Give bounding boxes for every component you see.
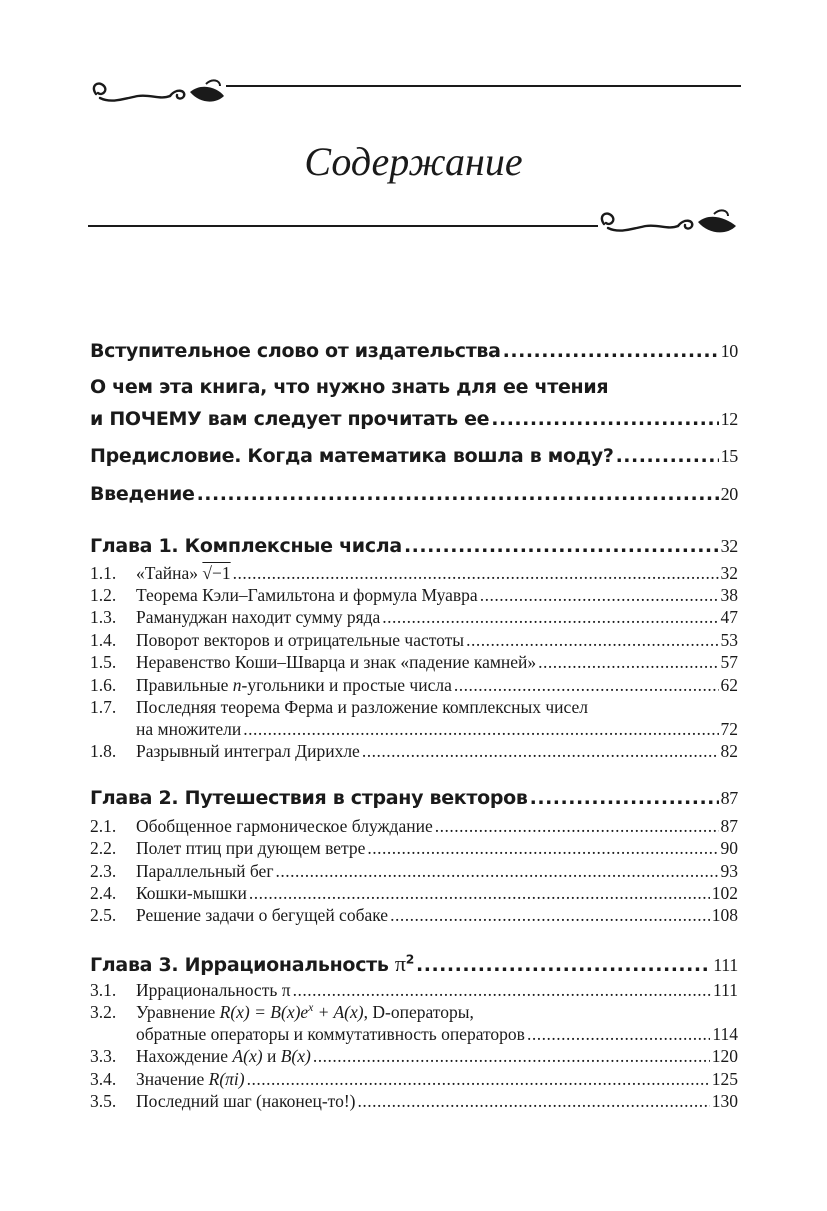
dot-leader <box>197 483 719 505</box>
toc-section-2-2[interactable] <box>90 838 738 859</box>
page-number: 57 <box>720 652 738 672</box>
section-number: 1.1. <box>90 563 117 583</box>
dot-leader <box>454 675 719 696</box>
section-label: Кошки-мышки <box>136 883 247 903</box>
page-number: 130 <box>711 1091 738 1111</box>
dot-leader <box>390 905 710 926</box>
page-number: 114 <box>712 1024 738 1044</box>
toc-section-2-3[interactable] <box>90 861 738 882</box>
entry-label: и ПОЧЕМУ вам следует прочитать ее <box>90 408 490 430</box>
chapter-title: Глава 1. Комплексные числа <box>90 535 402 557</box>
section-label: на множители <box>136 719 242 739</box>
page-number: 82 <box>720 741 738 761</box>
dot-leader <box>491 408 718 430</box>
section-number: 1.5. <box>90 652 117 672</box>
toc-section-1-1[interactable] <box>90 563 738 584</box>
section-number: 3.5. <box>90 1091 117 1111</box>
pi-symbol: π <box>394 951 406 976</box>
toc-entry-about-book[interactable] <box>90 408 738 430</box>
toc-section-1-8[interactable] <box>90 741 738 762</box>
page-number: 108 <box>711 905 738 925</box>
page-title: Содержание <box>304 139 523 184</box>
section-number: 3.1. <box>90 980 117 1000</box>
dot-leader <box>247 1069 710 1090</box>
dot-leader <box>466 630 718 651</box>
section-label: Обобщенное гармоническое блуждание <box>136 816 433 836</box>
page-number: 111 <box>713 980 738 1000</box>
page-number: 120 <box>711 1046 738 1066</box>
page-number: 93 <box>720 861 738 881</box>
dot-leader <box>362 741 719 762</box>
dot-leader <box>416 954 711 976</box>
page-number: 47 <box>720 607 738 627</box>
section-number: 1.2. <box>90 585 117 605</box>
dot-leader <box>249 883 710 904</box>
section-number: 1.3. <box>90 607 117 627</box>
section-label: Значение R(πi) <box>136 1069 245 1089</box>
toc-section-3-5[interactable] <box>90 1091 738 1112</box>
entry-label: О чем эта книга, что нужно знать для ее чтения <box>90 376 609 398</box>
bottom-ornament <box>88 206 740 242</box>
entry-label: Введение <box>90 483 195 505</box>
toc-section-3-3[interactable] <box>90 1046 738 1067</box>
entry-label: Предисловие. Когда математика вошла в моду? <box>90 445 614 467</box>
section-number: 2.5. <box>90 905 117 925</box>
section-label: Нахождение A(x) и B(x) <box>136 1046 311 1066</box>
top-ornament <box>86 74 741 110</box>
section-number: 2.3. <box>90 861 117 881</box>
section-label: Иррациональность π <box>136 980 291 1000</box>
toc-chapter-3[interactable] <box>90 951 738 977</box>
toc-entry-introduction[interactable] <box>90 483 738 505</box>
toc-chapter-2[interactable] <box>90 787 738 809</box>
dot-leader <box>480 585 719 606</box>
section-number: 3.4. <box>90 1069 117 1089</box>
toc-section-1-3[interactable] <box>90 607 738 628</box>
toc-entry-preface[interactable] <box>90 445 738 467</box>
entry-label: Вступительное слово от издательства <box>90 340 501 362</box>
dot-leader <box>358 1091 710 1112</box>
page-number: 53 <box>720 630 738 650</box>
section-number: 1.4. <box>90 630 117 650</box>
toc-section-1-6[interactable] <box>90 675 738 696</box>
section-label: «Тайна» √−1 <box>136 563 231 583</box>
toc-section-3-4[interactable] <box>90 1069 738 1090</box>
page-number: 38 <box>720 585 738 605</box>
section-number: 3.2. <box>90 1002 117 1022</box>
page-number: 87 <box>720 788 738 808</box>
toc-section-1-7[interactable] <box>90 719 738 740</box>
section-label: Правильные n-угольники и простые числа <box>136 675 452 695</box>
section-label: Неравенство Коши–Шварца и знак «падение камней» <box>136 652 537 672</box>
section-number: 1.6. <box>90 675 117 695</box>
page-number: 111 <box>713 955 738 975</box>
dot-leader <box>243 719 718 740</box>
dot-leader <box>276 861 719 882</box>
chapter-title: Глава 3. Иррациональность $\pi^2$ <box>90 951 415 976</box>
dot-leader <box>233 563 719 584</box>
toc-section-1-5[interactable] <box>90 652 738 673</box>
section-label: Разрывный интеграл Дирихле <box>136 741 360 761</box>
section-label: Теорема Кэли–Гамильтона и формула Муавра <box>136 585 478 605</box>
section-number: 1.8. <box>90 741 117 761</box>
chapter-title: Глава 2. Путешествия в страну векторов <box>90 787 528 809</box>
dot-leader <box>382 607 718 628</box>
section-label: Поворот векторов и отрицательные частоты <box>136 630 465 650</box>
section-number: 3.3. <box>90 1046 117 1066</box>
toc-entry-publisher-foreword[interactable] <box>90 340 738 362</box>
section-number: 2.2. <box>90 838 117 858</box>
toc-section-1-2[interactable] <box>90 585 738 606</box>
sqrt-minus-one: √−1 <box>202 563 231 583</box>
section-label: Рамануджан находит сумму ряда <box>136 607 381 627</box>
page-number: 90 <box>720 838 738 858</box>
page-number: 62 <box>720 675 738 695</box>
dot-leader <box>404 535 719 557</box>
toc-section-3-2-line1[interactable] <box>90 1002 738 1023</box>
dot-leader <box>527 1024 710 1045</box>
dot-leader <box>313 1046 710 1067</box>
toc-section-3-1[interactable] <box>90 980 738 1001</box>
section-label: Последний шаг (наконец-то!) <box>136 1091 356 1111</box>
toc-section-3-2[interactable] <box>90 1024 738 1045</box>
dot-leader <box>503 340 719 362</box>
toc-section-2-1[interactable] <box>90 816 738 837</box>
dot-leader <box>616 445 719 467</box>
dot-leader <box>435 816 719 837</box>
toc-section-1-7-line1[interactable] <box>90 697 738 718</box>
section-number: 2.4. <box>90 883 117 903</box>
section-label: обратные операторы и коммутативность операторов <box>136 1024 525 1044</box>
section-label: Параллельный бег <box>136 861 274 881</box>
page-number: 87 <box>720 816 738 836</box>
toc-entry-about-book-line1[interactable] <box>90 376 738 398</box>
page-number: 15 <box>720 446 738 466</box>
page-number: 125 <box>711 1069 738 1089</box>
page-number: 32 <box>720 563 738 583</box>
toc-section-1-4[interactable] <box>90 630 738 651</box>
toc-section-2-4[interactable] <box>90 883 738 904</box>
section-label: Полет птиц при дующем ветре <box>136 838 366 858</box>
dot-leader <box>293 980 711 1001</box>
toc-section-2-5[interactable] <box>90 905 738 926</box>
section-label: Последняя теорема Ферма и разложение комплексных чисел <box>136 697 588 717</box>
page-number: 32 <box>720 536 738 556</box>
dot-leader <box>530 787 719 809</box>
page-number: 20 <box>720 484 738 504</box>
dot-leader <box>367 838 718 859</box>
toc-chapter-1[interactable] <box>90 535 738 557</box>
section-label: Уравнение $R(x) = B(x)e^x + A(x)$, D-операторы, <box>136 1002 474 1022</box>
page-number: 72 <box>720 719 738 739</box>
page-number: 10 <box>720 341 738 361</box>
page-number: 12 <box>720 409 738 429</box>
page-number: 102 <box>711 883 738 903</box>
section-label: Решение задачи о бегущей собаке <box>136 905 389 925</box>
section-number: 2.1. <box>90 816 117 836</box>
section-number: 1.7. <box>90 697 117 717</box>
dot-leader <box>538 652 718 673</box>
